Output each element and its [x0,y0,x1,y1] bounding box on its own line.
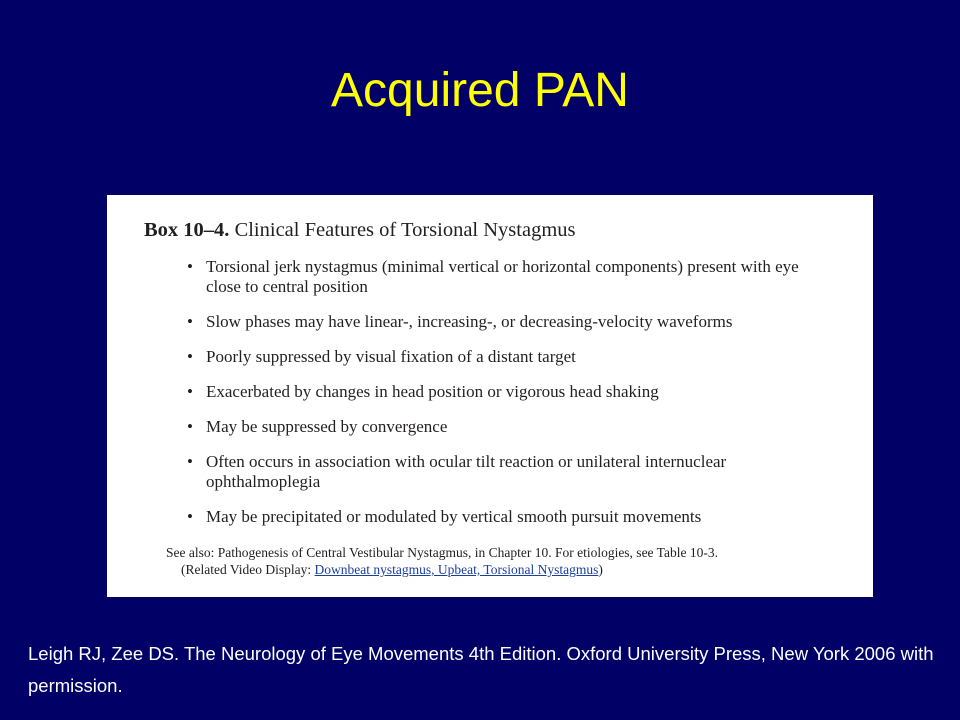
box-number: Box 10–4. [144,219,230,241]
related-prefix: (Related Video Display: [181,562,315,577]
list-item [185,257,815,297]
list-item [185,382,815,402]
list-item-text: Slow phases may have linear-, increasing-, or decreasing-velocity waveforms [206,312,733,331]
textbook-box-image [107,195,873,597]
bullet-icon: • [187,452,193,471]
citation-text: Leigh RJ, Zee DS. The Neurology of Eye Movements 4th Edition. Oxford University Press, New York 2006 with permission. [28,643,934,696]
list-item [185,312,815,332]
bullet-icon: • [187,507,193,526]
related-video-link[interactable]: Downbeat nystagmus, Upbeat, Torsional Nystagmus [314,562,599,577]
box-heading [144,217,576,243]
related-suffix: ) [598,562,603,577]
list-item-text: May be suppressed by convergence [206,417,448,436]
list-item [185,507,815,527]
see-also-text: See also: Pathogenesis of Central Vestibular Nystagmus, in Chapter 10. For etiologies, see Table 10-3. [166,545,718,560]
bullet-icon: • [187,417,193,436]
see-also-note [166,544,846,578]
bullet-icon: • [187,382,193,401]
bullet-icon: • [187,312,193,331]
slide-title: Acquired PAN [331,64,629,117]
bullet-icon: • [187,257,193,276]
list-item-text: Often occurs in association with ocular tilt reaction or unilateral internuclear ophthalmoplegia [206,452,727,491]
list-item [185,417,815,437]
list-item-text: Poorly suppressed by visual fixation of a distant target [206,347,576,366]
list-item-text: Exacerbated by changes in head position or vigorous head shaking [206,382,659,401]
list-item-text: Torsional jerk nystagmus (minimal vertical or horizontal components) present with eye close to central position [206,257,799,296]
related-video-line [166,561,846,578]
feature-list [185,257,815,542]
bullet-icon: • [187,347,193,366]
box-title: Clinical Features of Torsional Nystagmus [234,219,576,241]
list-item [185,347,815,367]
list-item [185,452,815,492]
list-item-text: May be precipitated or modulated by vertical smooth pursuit movements [206,507,702,526]
